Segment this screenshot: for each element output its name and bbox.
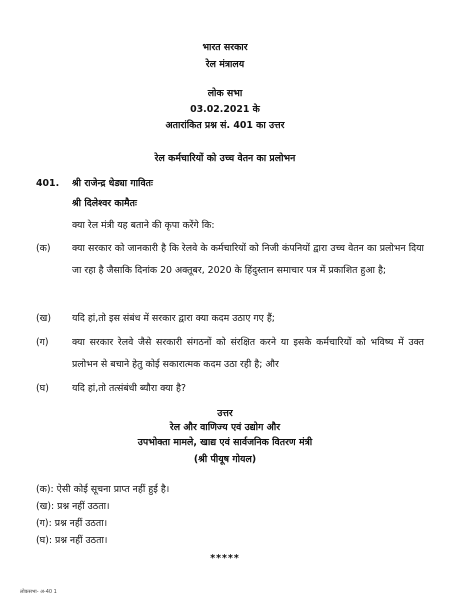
- question-intro: क्या रेल मंत्री यह बताने की कृपा करेंगे कि:: [72, 220, 215, 231]
- minister-title-line-1: रेल और वाणिज्य एवं उद्योग और: [169, 422, 281, 433]
- reply-gha: (घ): प्रश्न नहीं उठता।: [36, 535, 108, 546]
- ministry-heading: रेल मंत्रालय: [205, 59, 245, 70]
- part-label-ga: (ग): [36, 337, 49, 348]
- part-label-kha: (ख): [36, 313, 51, 324]
- question-number: 401.: [36, 178, 60, 189]
- part-text-ka: क्या सरकार को जानकारी है कि रेलवे के कर्मचारियों को निजी कंपनियों द्वारा उच्च वेतन का प्रलोभन दिया जा रहा है जैसाकि दिनांक 20 अक्तूबर, 2020 के हिंदुस्तान समाचार पत्र में प्रकाशित हुआ है;: [72, 243, 424, 276]
- end-mark: *****: [210, 553, 240, 564]
- part-text-gha: यदि हां,तो तत्संबंधी ब्यौरा क्या है?: [72, 383, 186, 394]
- part-text-kha: यदि हां,तो इस संबंध में सरकार द्वारा क्या कदम उठाए गए हैं;: [72, 313, 275, 324]
- govt-heading: भारत सरकार: [202, 42, 248, 53]
- reply-ga: (ग): प्रश्न नहीं उठता।: [36, 518, 108, 529]
- member-name-1: श्री राजेन्द्र धेड्या गावितः: [72, 178, 153, 189]
- question-number-heading: अतारांकित प्रश्न सं. 401 का उत्तर: [165, 120, 285, 131]
- part-label-gha: (घ): [36, 383, 49, 394]
- member-name-2: श्री दिलेश्वर कामैतः: [72, 198, 137, 209]
- answer-heading: उत्तर: [217, 408, 233, 419]
- part-text-ga: क्या सरकार रेलवे जैसे सरकारी संगठनों को संरक्षित करने या इसके कर्मचारियों को भविष्य में उक्त प्रलोभन से बचाने हेतु कोई सकारात्मक कदम उठा रही है; और: [72, 337, 424, 370]
- house-heading: लोक सभा: [207, 88, 243, 99]
- footer-code: लोकसभा- अ-40 1: [20, 589, 57, 595]
- question-title: रेल कर्मचारियों को उच्च वेतन का प्रलोभन: [154, 153, 296, 164]
- reply-ka: (क): ऐसी कोई सूचना प्राप्त नहीं हुई है।: [36, 484, 170, 495]
- minister-name: (श्री पीयूष गोयल): [193, 454, 257, 465]
- minister-title-line-2: उपभोक्ता मामले, खाद्य एवं सार्वजनिक वितरण मंत्री: [137, 437, 313, 448]
- part-label-ka: (क): [36, 243, 51, 254]
- question-date: 03.02.2021 के: [190, 104, 260, 115]
- reply-kha: (ख): प्रश्न नहीं उठता।: [36, 501, 110, 512]
